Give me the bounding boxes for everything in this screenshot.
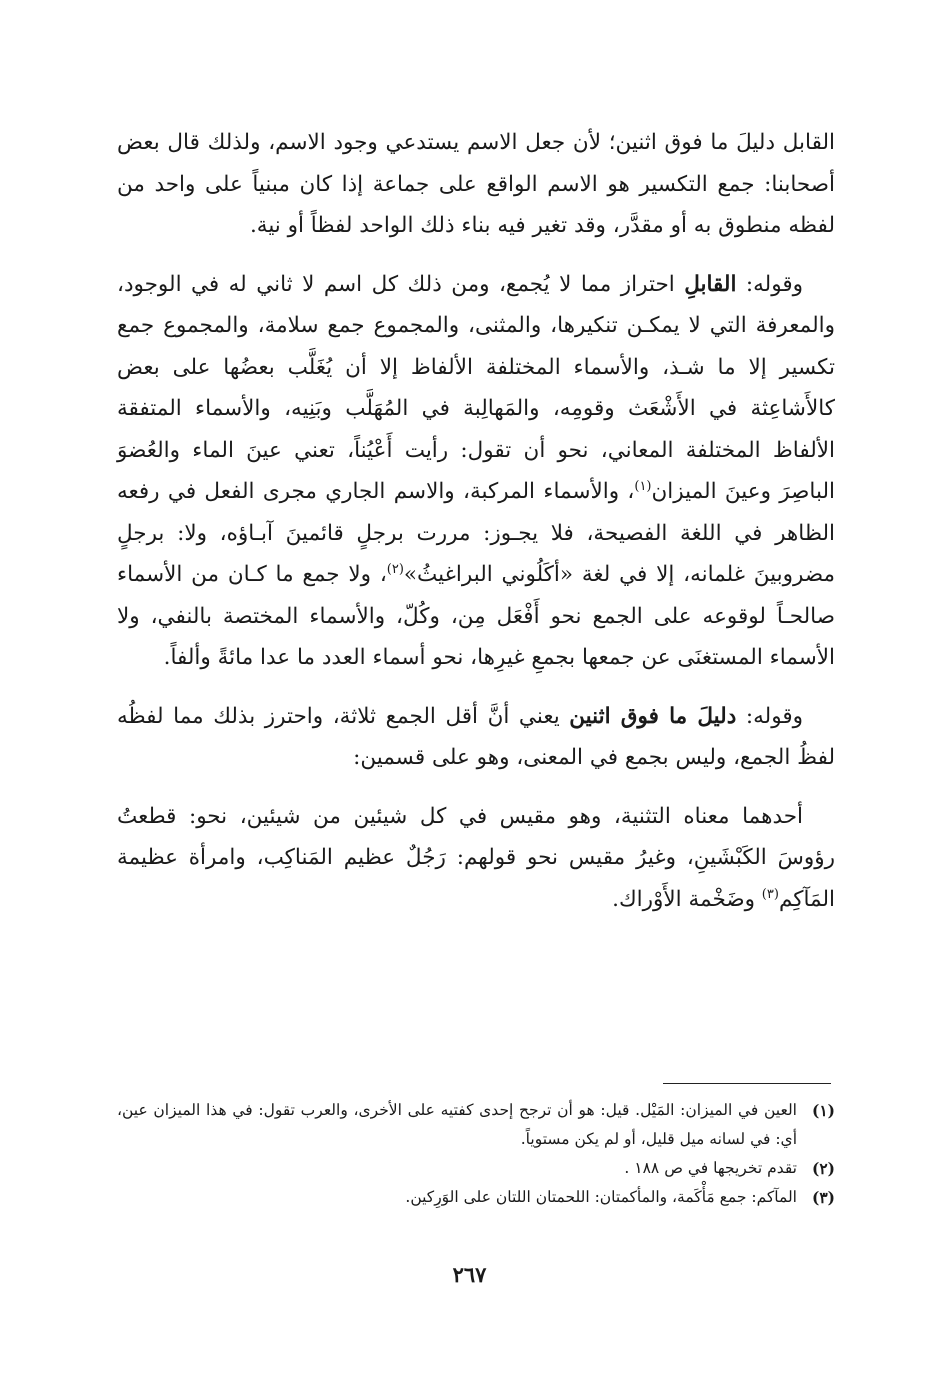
paragraph-2-text-c: ، ولا جمع ما كـان من الأسماء صالحـاً لوقوعه على الجمع نحو أَفْعَل مِن، وكُلّ، والأسماء المختصة بالنفي، ولا الأسماء المستغنَى عن جمعها بجمعِ غيرِها، نحو أسماء العدد ما عدا مائةً وألفاً.	[117, 562, 835, 670]
paragraph-1	[117, 122, 835, 247]
footnote-ref-3[interactable]: (٣)	[761, 886, 779, 902]
footnote-ref-1[interactable]: (١)	[634, 478, 652, 494]
footnote-1-text: العين في الميزان: المَيْل. قيل: هو أن ترجح إحدى كفتيه على الأخرى، والعرب تقول: في هذا الميزان عين، أي: في لسانه ميل قليل، أو لم يكن مستوياً.	[117, 1101, 797, 1148]
paragraph-2	[117, 264, 835, 679]
footnote-3-text: المآكم: جمع مَأْكَمة، والمأكمتان: اللحمتان اللتان على الوَرِكين.	[405, 1188, 797, 1206]
footnote-1	[117, 1096, 835, 1154]
footnotes	[117, 1096, 835, 1212]
paragraph-2-term: القابلِ	[684, 271, 737, 297]
paragraph-2-lead: وقوله:	[736, 271, 803, 297]
paragraph-2-text-b: ، والأسماء المركبة، والاسم الجاري مجرى الفعل في رفعه الظاهر في اللغة الفصيحة، فلا يجـوز: مررت برجلٍ قائمينَ آبـاؤه، ولا: برجلٍ مضروبينَ غلمانه، إلا في لغة «أكَلُوني البراغيثُ»	[117, 479, 836, 587]
main-text	[117, 122, 835, 920]
footnote-ref-2[interactable]: (٢)	[386, 561, 404, 577]
paragraph-3-term: دليلَ ما فوق اثنين	[569, 703, 737, 729]
footnote-2	[117, 1154, 835, 1183]
paragraph-3-lead: وقوله:	[736, 703, 803, 729]
footnote-3	[117, 1183, 835, 1212]
paragraph-1-text: القابل دليلَ ما فوق اثنين؛ لأن جعل الاسم يستدعي وجود الاسم، ولذلك قال بعض أصحابنا: جمع التكسير هو الاسم الواقع على جماعة إذا كان مبنياً على واحد من لفظه منطوق به أو مقدَّر، وقد تغير فيه بناء ذلك الواحد لفظاً أو نية.	[117, 130, 835, 238]
page-number: ٢٦٧	[452, 1262, 487, 1287]
footnote-divider	[663, 1083, 831, 1084]
paragraph-3	[117, 696, 835, 779]
footnote-1-number: (١)	[811, 1101, 835, 1120]
footnote-2-number: (٢)	[811, 1159, 835, 1178]
paragraph-4-text-a: أحدهما معناه التثنية، وهو مقيس في كل شيئين من شيئين، نحو: قطعتُ رؤوسَ الكَبْشَينِ، وغيرُ مقيس نحو قولهم: رَجُلٌ عظيم المَناكِب، وامرأة عظيمة المَآكِم	[117, 803, 835, 912]
paragraph-2-text-a: احتراز مما لا يُجمع، ومن ذلك كل اسم لا ثاني له في الوجود، والمعرفة التي لا يمكـن تنكيرها، والمثنى، والمجموع جمع سلامة، والمجموع جمع تكسير إلا ما شـذ، والأسماء المختلفة الألفاظ إلا أن يُغَلَّب بعضُها على بعض كالأَشاعِثة في الأَشْعَث وقومِه، والمَهالِبة في المُهَلَّب وبَنِيه، والأسماء المتفقة الألفاظ المختلفة المعاني، نحو أن تقول: رأيت أَعْيُناً، تعني عينَ الماء والعُضوَ الباصِرَ وعينَ الميزان	[117, 271, 835, 504]
paragraph-4	[117, 796, 835, 921]
footnote-3-number: (٣)	[811, 1188, 835, 1207]
paragraph-4-text-b: وضَخْمة الأَوْراك.	[612, 886, 762, 912]
paragraph-3-text: يعني أنَّ أقل الجمع ثلاثة، واحترز بذلك مما لفظُه لفظُ الجمع، وليس بجمع في المعنى، وهو على قسمين:	[117, 703, 835, 770]
footnote-2-text: تقدم تخريجها في ص ١٨٨ .	[624, 1159, 797, 1177]
